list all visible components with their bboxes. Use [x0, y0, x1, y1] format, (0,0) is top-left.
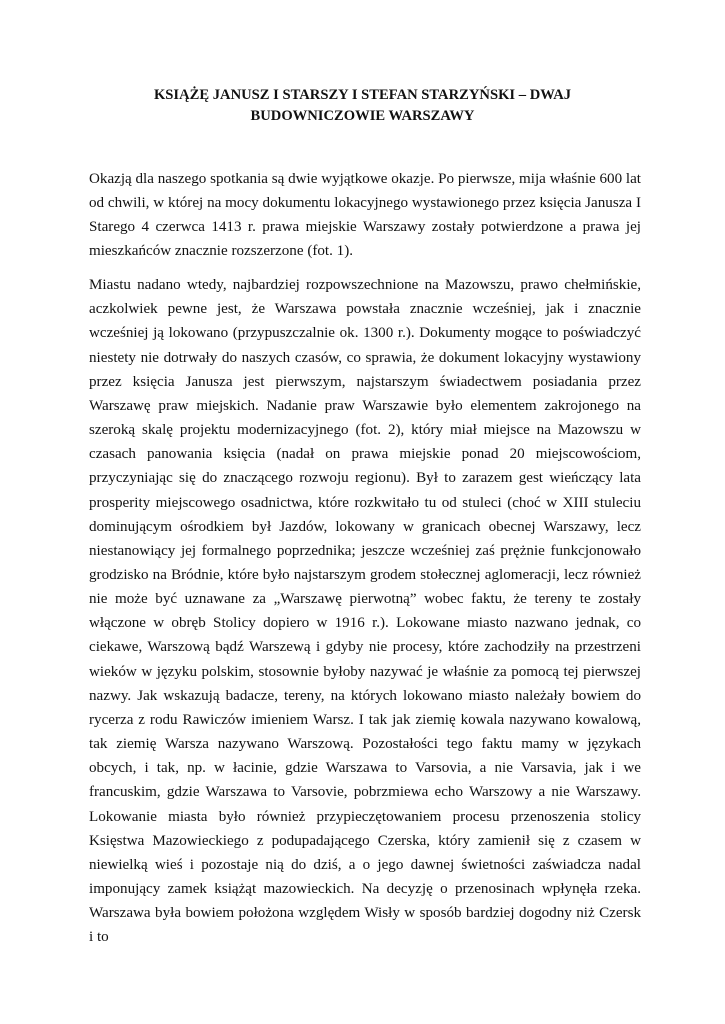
paragraph-1: Okazją dla naszego spotkania są dwie wyjątkowe okazje. Po pierwsze, mija właśnie 600 lat od chwili, w której na mocy dokumentu lokacyjnego wystawionego przez księcia Janusza I Starego 4 czerwca 1413 r. prawa miejskie Warszawy zostały potwierdzone a prawa jej mieszkańców znacznie rozszerzone (fot. 1). [89, 171, 642, 260]
document-body [89, 167, 641, 959]
document-title: KSIĄŻĘ JANUSZ I STARSZY I STEFAN STARZYŃSKI – DWAJ BUDOWNICZOWIE WARSZAWY [153, 87, 572, 124]
paragraph-2: Miastu nadano wtedy, najbardziej rozpowszechnione na Mazowszu, prawo chełmińskie, aczkolwiek pewne jest, że Warszawa powstała znacznie wcześniej, jak i znacznie wcześniej ją lokowano (przypuszczalnie ok. 1300 r.). Dokumenty mogące to poświadczyć niestety nie dotrwały do naszych czasów, co sprawia, że dokument lokacyjny wystawiony przez księcia Janusza jest pierwszym, najstarszym świadectwem posiadania przez Warszawę praw miejskich. Nadanie praw Warszawie było elementem zakrojonego na szeroką skalę projektu modernizacyjnego (fot. 2), który miał miejsce na Mazowszu w czasach panowania księcia (nadał on prawa miejskie ponad 20 miejscowościom, przyczyniając się do znaczącego rozwoju regionu). Był to zarazem gest wieńczący lata prosperity miejscowego osadnictwa, które rozkwitało tu od stuleci (choć w XIII stuleciu dominującym ośrodkiem był Jazdów, lokowany w granicach obecnej Warszawy, lecz niestanowiący jej formalnego poprzednika; jeszcze wcześniej zaś prężnie funkcjonowało grodzisko na Bródnie, które było najstarszym grodem stołecznej aglomeracji, lecz również nie może być uznawane za „Warszawę pierwotną” wobec faktu, że tereny te zostały włączone w obręb Stolicy dopiero w 1916 r.). Lokowane miasto nazwano jednak, co ciekawe, Warszową bądź Warszewą i gdyby nie procesy, które zachodziły na przestrzeni wieków w języku polskim, stosownie byłoby nazywać je właśnie za pomocą tej pierwszej nazwy. Jak wskazują badacze, tereny, na których lokowano miasto należały bowiem do rycerza z rodu Rawiczów imieniem Warsz. I tak jak ziemię kowala nazywano kowalową, tak ziemię Warsza nazywano Warszową. Pozostałości tego faktu mamy w językach obcych, i tak, np. w łacinie, gdzie Warszawa to Varsovia, a nie Varsavia, jak i we francuskim, gdzie Warszawa to Varsovie, pobrzmiewa echo Warszowy a nie Warszawy. Lokowanie miasta było również przypieczętowaniem procesu przenoszenia stolicy Księstwa Mazowieckiego z podupadającego Czerska, który zamienił się z czasem w niewielką wieś i pozostaje nią do dziś, a o jego dawnej świetności zaświadcza nadal imponujący zamek książąt mazowieckich. Na decyzję o przenosinach wpłynęła rzeka. Warszawa była bowiem położona względem Wisły w sposób bardziej dogodny niż Czersk i to [89, 277, 641, 946]
